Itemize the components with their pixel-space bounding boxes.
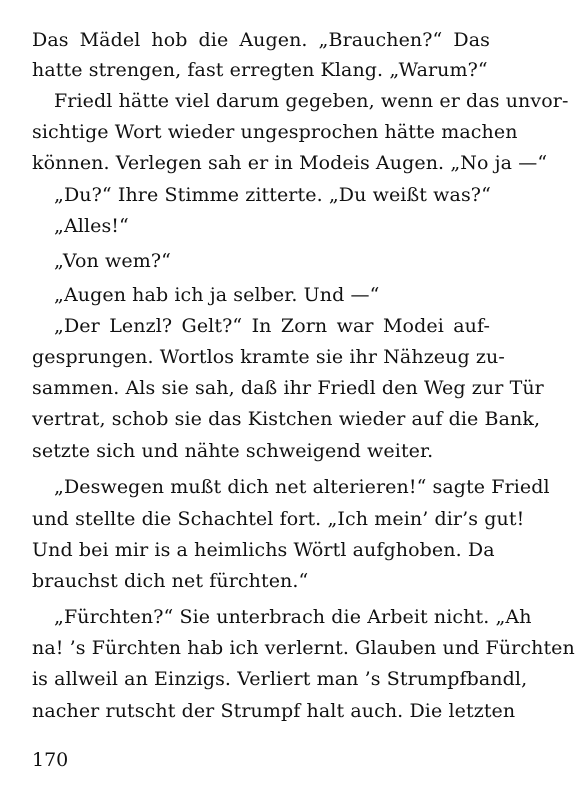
text-line: is allweil an Einzigs. Verliert man ’s Strumpfbandl,	[32, 668, 528, 690]
text-line: „Deswegen mußt dich net alterieren!“ sagte Friedl	[54, 476, 550, 498]
text-line: Das Mädel hob die Augen. „Brauchen?“ Das	[32, 29, 490, 51]
text-line: brauchst dich net fürchten.“	[32, 570, 309, 592]
page-number: 170	[32, 749, 69, 771]
text-line: „Augen hab ich ja selber. Und —“	[54, 284, 380, 306]
text-line: setzte sich und nähte schweigend weiter.	[32, 440, 434, 462]
text-line: nacher rutscht der Strumpf halt auch. Die letzten	[32, 700, 516, 722]
text-line: können. Verlegen sah er in Modeis Augen. „No ja —“	[32, 152, 548, 174]
text-line: sammen. Als sie sah, daß ihr Friedl den Weg zur Tür	[32, 377, 544, 399]
text-line: Und bei mir is a heimlichs Wörtl aufghoben. Da	[32, 539, 495, 561]
text-line: und stellte die Schachtel fort. „Ich mein’ dir’s gut!	[32, 508, 525, 530]
text-line: „Du?“ Ihre Stimme zitterte. „Du weißt was?“	[54, 184, 491, 206]
text-line: Friedl hätte viel darum gegeben, wenn er das unvor-	[54, 90, 569, 112]
text-line: gesprungen. Wortlos kramte sie ihr Nähzeug zu-	[32, 346, 505, 368]
text-line: „Von wem?“	[54, 250, 171, 272]
text-line: „Der Lenzl? Gelt?“ In Zorn war Modei auf-	[54, 315, 490, 337]
text-line: sichtige Wort wieder ungesprochen hätte machen	[32, 121, 518, 143]
text-line: „Alles!“	[54, 215, 129, 237]
text-line: hatte strengen, fast erregten Klang. „Warum?“	[32, 59, 488, 81]
text-line: na! ’s Fürchten hab ich verlernt. Glauben und Fürchten	[32, 637, 575, 659]
text-line: „Fürchten?“ Sie unterbrach die Arbeit nicht. „Ah	[54, 606, 532, 628]
text-line: vertrat, schob sie das Kistchen wieder auf die Bank,	[32, 408, 541, 430]
